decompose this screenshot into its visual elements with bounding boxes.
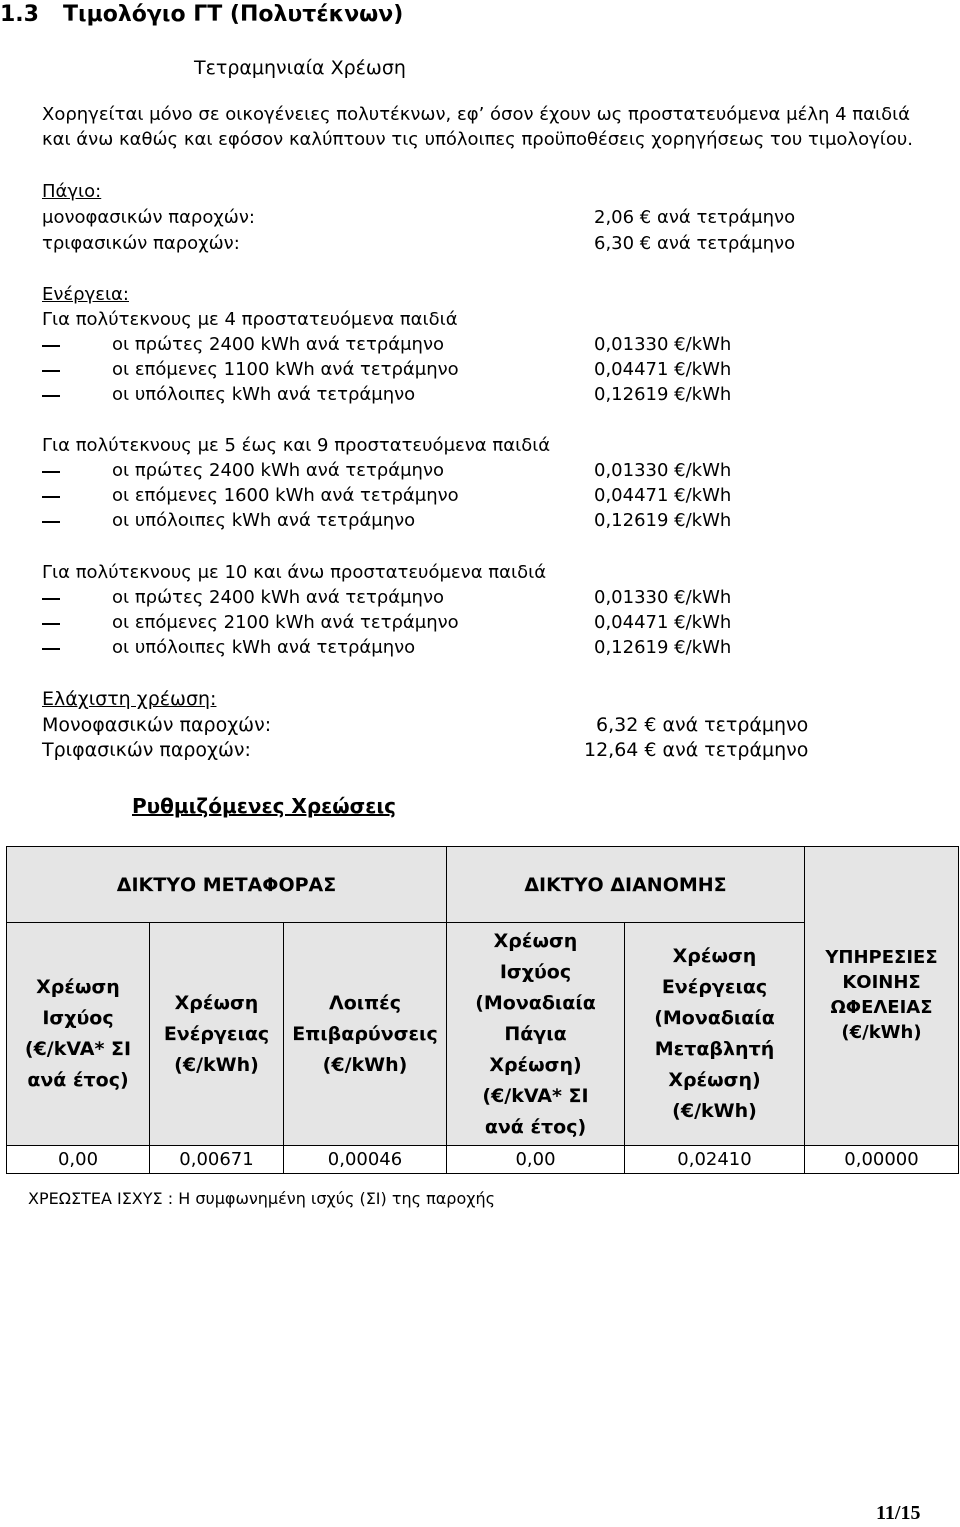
energy-tier-label: οι πρώτες 2400 kWh ανά τετράμηνο bbox=[112, 587, 445, 608]
fixed-charge-value: 2,06 € ανά τετράμηνο bbox=[594, 207, 796, 228]
list-dash bbox=[42, 648, 60, 650]
energy-tier-value: 0,01330 €/kWh bbox=[594, 334, 732, 355]
energy-tier-value: 0,01330 €/kWh bbox=[594, 587, 732, 608]
minimum-charge-label: Μονοφασικών παροχών: bbox=[42, 714, 272, 736]
column-header: Χρέωση Ισχύος (€/kVA* ΣΙ ανά έτος) bbox=[7, 923, 150, 1146]
column-header: Χρέωση Ενέργειας (€/kWh) bbox=[150, 923, 284, 1146]
list-dash bbox=[42, 623, 60, 625]
page-subtitle: Τετραμηνιαία Χρέωση bbox=[194, 57, 406, 79]
energy-group-title: Για πολύτεκνους με 10 και άνω προστατευόμενα παιδιά bbox=[42, 562, 547, 583]
table-cell: 0,00046 bbox=[284, 1146, 447, 1174]
minimum-charge-label: Τριφασικών παροχών: bbox=[42, 739, 251, 761]
section-number: 1.3 bbox=[0, 2, 39, 27]
energy-group-title: Για πολύτεκνους με 5 έως και 9 προστατευόμενα παιδιά bbox=[42, 435, 551, 456]
column-header: Χρέωση Ισχύος (Μοναδιαία Πάγια Χρέωση) (€/kVA* ΣΙ ανά έτος) bbox=[447, 923, 625, 1146]
table-cell: 0,00 bbox=[7, 1146, 150, 1174]
energy-tier-value: 0,01330 €/kWh bbox=[594, 460, 732, 481]
page-number: 11/15 bbox=[876, 1502, 921, 1524]
energy-tier-label: οι επόμενες 2100 kWh ανά τετράμηνο bbox=[112, 612, 459, 633]
energy-tier-value: 0,12619 €/kWh bbox=[594, 510, 732, 531]
minimum-charge-value: 12,64 € ανά τετράμηνο bbox=[584, 739, 809, 761]
table-cell: 0,00000 bbox=[805, 1146, 959, 1174]
energy-tier-label: οι επόμενες 1600 kWh ανά τετράμηνο bbox=[112, 485, 459, 506]
regulated-charges-heading: Ρυθμιζόμενες Χρεώσεις bbox=[132, 794, 397, 818]
list-dash bbox=[42, 370, 60, 372]
energy-tier-label: οι υπόλοιπες kWh ανά τετράμηνο bbox=[112, 384, 416, 405]
table-row bbox=[7, 1146, 959, 1174]
energy-tier-label: οι επόμενες 1100 kWh ανά τετράμηνο bbox=[112, 359, 459, 380]
list-dash bbox=[42, 471, 60, 473]
column-header: Χρέωση Ενέργειας (Μοναδιαία Μεταβλητή Χρέωση) (€/kWh) bbox=[625, 923, 805, 1146]
table-cell: 0,00 bbox=[447, 1146, 625, 1174]
column-header: ΥΠΗΡΕΣΙΕΣ ΚΟΙΝΗΣ ΩΦΕΛΕΙΑΣ (€/kWh) bbox=[805, 923, 959, 1146]
energy-group-title: Για πολύτεκνους με 4 προστατευόμενα παιδιά bbox=[42, 309, 458, 330]
energy-tier-value: 0,12619 €/kWh bbox=[594, 384, 732, 405]
intro-line-1: Χορηγείται μόνο σε οικογένειες πολυτέκνων, εφ’ όσον έχουν ως προστατευόμενα μέλη 4 παιδιά bbox=[42, 104, 911, 125]
distribution-network-header: ΔΙΚΤΥΟ ΔΙΑΝΟΜΗΣ bbox=[447, 847, 805, 923]
list-dash bbox=[42, 345, 60, 347]
table-footnote: ΧΡΕΩΣΤΕΑ ΙΣΧΥΣ : Η συμφωνημένη ισχύς (ΣΙ) της παροχής bbox=[28, 1189, 495, 1208]
minimum-charge-heading: Ελάχιστη χρέωση: bbox=[42, 688, 217, 710]
energy-tier-value: 0,12619 €/kWh bbox=[594, 637, 732, 658]
energy-heading: Ενέργεια: bbox=[42, 284, 129, 305]
intro-line-2: και άνω καθώς και εφόσον καλύπτουν τις υπόλοιπες προϋποθέσεις χορηγήσεως του τιμολογίου. bbox=[42, 129, 913, 150]
fixed-charge-value: 6,30 € ανά τετράμηνο bbox=[594, 233, 796, 254]
list-dash bbox=[42, 496, 60, 498]
minimum-charge-value: 6,32 € ανά τετράμηνο bbox=[596, 714, 809, 736]
services-header-blank bbox=[805, 847, 959, 923]
transmission-network-header: ΔΙΚΤΥΟ ΜΕΤΑΦΟΡΑΣ bbox=[7, 847, 447, 923]
list-dash bbox=[42, 521, 60, 523]
table-cell: 0,00671 bbox=[150, 1146, 284, 1174]
energy-tier-label: οι υπόλοιπες kWh ανά τετράμηνο bbox=[112, 510, 416, 531]
list-dash bbox=[42, 598, 60, 600]
column-header: Λοιπές Επιβαρύνσεις (€/kWh) bbox=[284, 923, 447, 1146]
energy-tier-label: οι πρώτες 2400 kWh ανά τετράμηνο bbox=[112, 460, 445, 481]
fixed-charge-heading: Πάγιο: bbox=[42, 181, 102, 202]
list-dash bbox=[42, 395, 60, 397]
energy-tier-label: οι υπόλοιπες kWh ανά τετράμηνο bbox=[112, 637, 416, 658]
energy-tier-label: οι πρώτες 2400 kWh ανά τετράμηνο bbox=[112, 334, 445, 355]
table-cell: 0,02410 bbox=[625, 1146, 805, 1174]
energy-tier-value: 0,04471 €/kWh bbox=[594, 359, 732, 380]
fixed-charge-label: μονοφασικών παροχών: bbox=[42, 207, 255, 228]
regulated-charges-table bbox=[6, 846, 959, 1174]
section-title: Τιμολόγιο ΓΤ (Πολυτέκνων) bbox=[62, 2, 404, 27]
fixed-charge-label: τριφασικών παροχών: bbox=[42, 233, 240, 254]
energy-tier-value: 0,04471 €/kWh bbox=[594, 612, 732, 633]
section-heading bbox=[0, 0, 403, 30]
energy-tier-value: 0,04471 €/kWh bbox=[594, 485, 732, 506]
